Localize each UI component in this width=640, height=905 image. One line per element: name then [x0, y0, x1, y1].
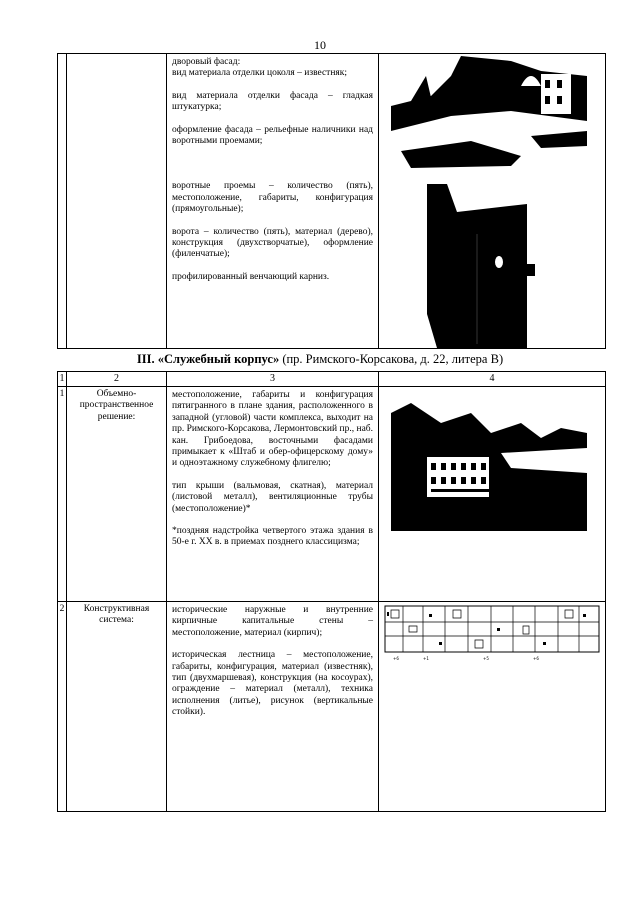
- header-col-4: 4: [379, 372, 606, 387]
- desc-line: оформление фасада – рельефные наличники над воротными проемами;: [172, 124, 373, 146]
- header-col-2: 2: [67, 372, 167, 387]
- desc-line: вид материала отделки цоколя – известняк;: [172, 68, 348, 79]
- desc-paragraph: историческая лестница – местоположение, габариты, конфигурация, материал (известняк), тип (двухмаршевая), конструкция (на косоурах), ограждение – материал (металл), техника исполнения (литье), рисунок (вертикальные стойки).: [172, 650, 373, 718]
- header-col-3: 3: [167, 372, 379, 387]
- section-title: [0, 352, 640, 367]
- cell-num: [58, 54, 67, 349]
- cell-description: [167, 602, 379, 812]
- row-number: 1: [58, 387, 67, 602]
- cell-drawing: [379, 602, 606, 812]
- section-title-address: (пр. Римского-Корсакова, д. 22, литера В): [279, 352, 504, 366]
- desc-line: ворота – количество (пять), материал (дерево), конструкция (двухстворчатые), оформление (филенчатые);: [172, 226, 373, 260]
- desc-line: профилированный венчающий карниз.: [172, 271, 330, 282]
- desc-line: воротные проемы – количество (пять), местоположение, габариты, конфигурация (прямоугольные);: [172, 181, 373, 215]
- continued-table: [57, 53, 606, 349]
- cell-description: [167, 387, 379, 602]
- row-number: 2: [58, 602, 67, 812]
- desc-line: дворовый фасад:: [172, 57, 241, 67]
- desc-line: вид материала отделки фасада – гладкая штукатурка;: [172, 90, 373, 113]
- floor-plan-drawing: [383, 604, 601, 664]
- row-name: Объемно-пространственное решение:: [67, 387, 167, 602]
- svg-text:+6: +6: [533, 656, 539, 661]
- courtyard-facade-photo: [391, 56, 587, 174]
- building-photo: [391, 393, 587, 531]
- desc-paragraph: тип крыши (вальмовая, скатная), материал (листовой металл), вентиляционные трубы (местоположение)*: [172, 480, 373, 514]
- header-col-1: 1: [58, 372, 67, 387]
- desc-paragraph: исторические наружные и внутренние кирпичные капитальные стены – местоположение, материал (кирпич);: [172, 605, 373, 638]
- svg-text:+6: +6: [393, 656, 399, 661]
- gate-photo: [427, 184, 557, 348]
- svg-text:+5: +5: [483, 656, 489, 661]
- row-name: Конструктивная система:: [67, 602, 167, 812]
- cell-photos: [379, 54, 606, 349]
- svg-text:+1: +1: [423, 656, 429, 661]
- cell-name: [67, 54, 167, 349]
- desc-paragraph: *поздняя надстройка четвертого этажа здания в 50-е г. XX в. в приемах позднего классицизма;: [172, 525, 373, 548]
- desc-paragraph: местоположение, габариты и конфигурация пятигранного в плане здания, расположенного в западной (угловой) части комплекса, выходит на пр. Римского-Корсакова, Лермонтовский пр., наб. кан. Грибоедова, восточными фасадами примыкает к «Штаб и обер-офицерскому дому» и одноэтажному служебному флигелю;: [172, 390, 373, 469]
- section-title-bold: III. «Служебный корпус»: [136, 352, 280, 366]
- cell-photos: [379, 387, 606, 602]
- page-number: 10: [314, 38, 326, 52]
- cell-description: [167, 54, 379, 349]
- subject-protection-table: [57, 371, 606, 812]
